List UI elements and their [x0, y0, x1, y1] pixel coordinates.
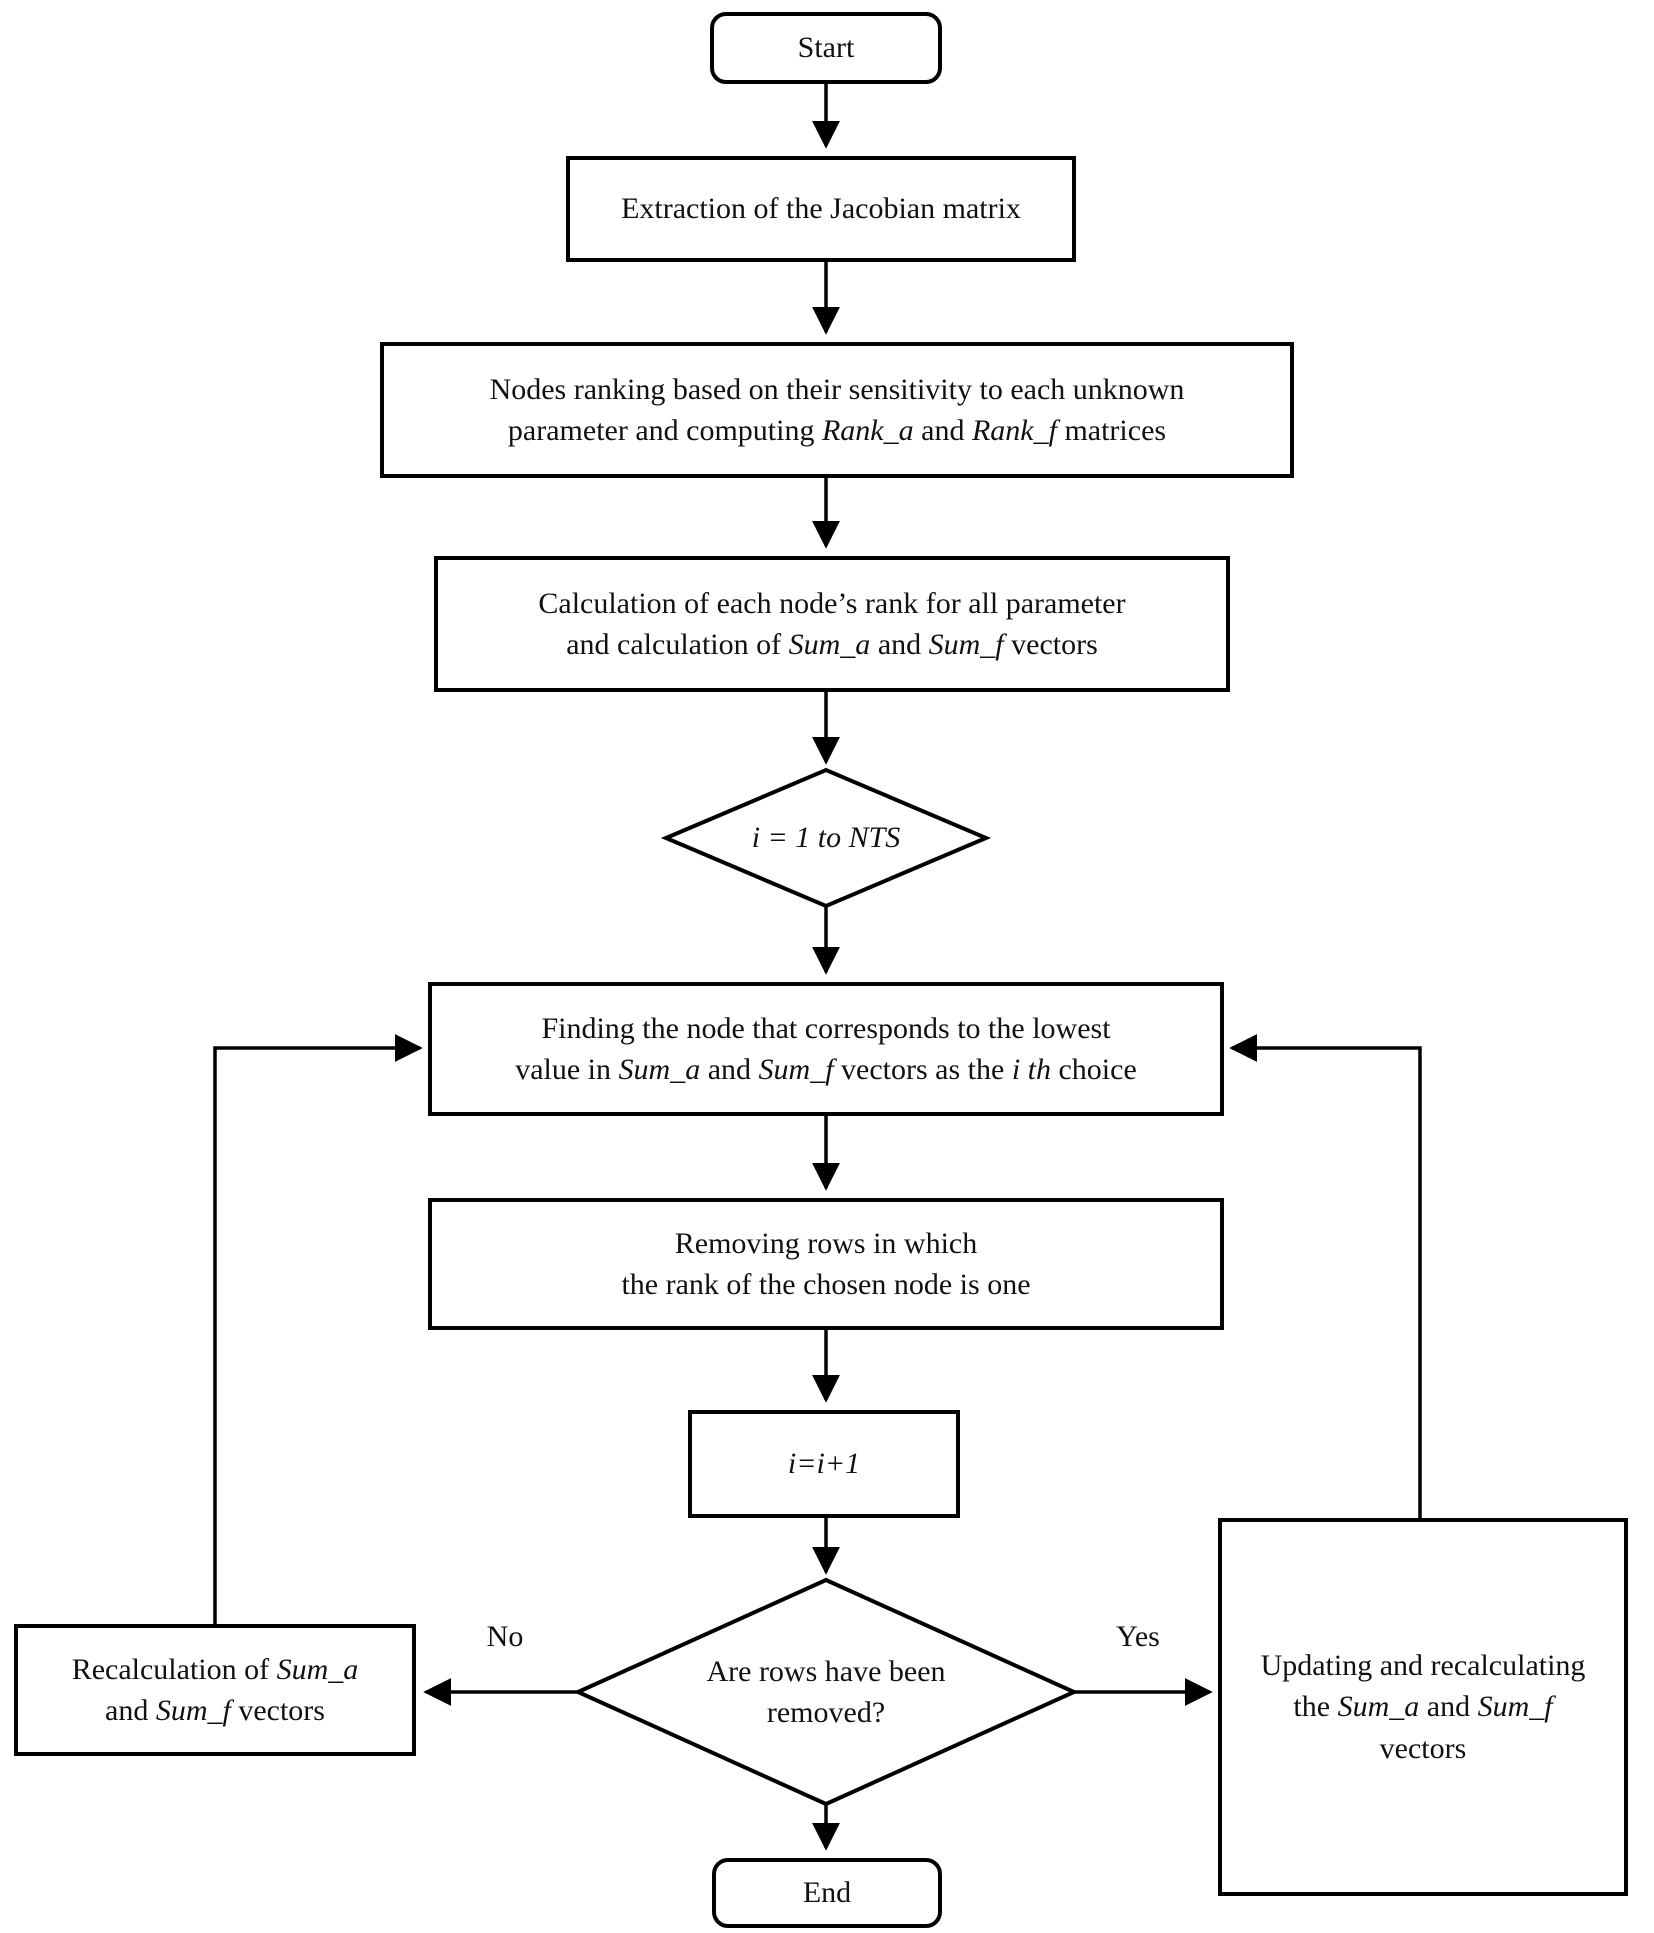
feedback-updating-to-finding [1232, 1048, 1420, 1518]
decision-line-2: removed? [766, 1696, 886, 1729]
decision-line-1: Are rows have been [706, 1654, 946, 1688]
text-segment: and [913, 414, 972, 447]
text-segment: vectors as the [833, 1053, 1012, 1086]
text-segment: and [1419, 1690, 1478, 1724]
node-end-label: End [802, 1876, 852, 1910]
node-removing-line-2: the rank of the chosen node is one [621, 1268, 1031, 1301]
math-sum-f: Sum_f [155, 1694, 231, 1727]
node-finding-line-2 [515, 1049, 1137, 1090]
math-sum-a: Sum_a [276, 1652, 359, 1686]
node-ranking-line-2 [508, 410, 1166, 451]
node-recalculation [14, 1624, 416, 1756]
node-calc-line-2 [566, 624, 1098, 665]
math-sum-f: Sum_f [928, 628, 1004, 661]
node-updating-line-1: Updating and recalculating [1260, 1648, 1586, 1682]
text-segment: and [700, 1053, 759, 1086]
edge-label-no: No [486, 1620, 524, 1653]
node-start [710, 12, 942, 84]
node-ranking-line-1: Nodes ranking based on their sensitivity to each unknown [489, 372, 1185, 406]
text-segment: choice [1050, 1053, 1137, 1086]
node-extract-jacobian [566, 156, 1076, 262]
math-sum-f: Sum_f [758, 1053, 834, 1086]
node-updating-line-2 [1293, 1686, 1552, 1727]
node-finding-lowest [428, 982, 1224, 1116]
node-removing-line-1: Removing rows in which [674, 1226, 978, 1260]
node-increment-label: i=i+1 [787, 1447, 861, 1481]
node-calculation [434, 556, 1230, 692]
text-segment: and [870, 628, 929, 661]
node-finding-line-1: Finding the node that corresponds to the lowest [541, 1011, 1111, 1045]
math-i-th: i th [1011, 1053, 1051, 1086]
text-segment: matrices [1056, 414, 1167, 447]
text-segment: Recalculation of [71, 1652, 277, 1686]
math-rank-a: Rank_a [821, 414, 914, 447]
node-decision-label [578, 1580, 1074, 1804]
node-end [712, 1858, 942, 1928]
math-sum-a: Sum_a [788, 628, 871, 661]
text-segment: parameter and computing [507, 414, 822, 447]
node-increment [688, 1410, 960, 1518]
math-sum-a: Sum_a [618, 1053, 701, 1086]
math-rank-f: Rank_f [971, 414, 1057, 447]
node-updating-line-3: vectors [1379, 1731, 1467, 1765]
text-segment: vectors [230, 1694, 325, 1727]
node-nodes-ranking [380, 342, 1294, 478]
node-start-label: Start [797, 31, 855, 65]
text-segment: the [1293, 1690, 1338, 1724]
text-segment: and calculation of [566, 628, 789, 661]
node-extract-label: Extraction of the Jacobian matrix [621, 192, 1021, 226]
node-recalc-line-1 [72, 1649, 359, 1690]
text-segment: vectors [1003, 628, 1098, 661]
math-sum-f: Sum_f [1477, 1690, 1553, 1724]
text-segment: and [105, 1694, 156, 1727]
node-calc-line-1: Calculation of each node’s rank for all parameter [538, 586, 1126, 620]
edge-label-yes: Yes [1116, 1620, 1160, 1653]
feedback-recalc-to-finding [215, 1048, 420, 1624]
node-removing-rows [428, 1198, 1224, 1330]
node-loop-diamond-label: i = 1 to NTS [751, 821, 901, 855]
math-sum-a: Sum_a [1337, 1690, 1420, 1724]
node-recalc-line-2 [105, 1690, 325, 1731]
node-updating [1218, 1518, 1628, 1896]
text-segment: value in [515, 1053, 619, 1086]
